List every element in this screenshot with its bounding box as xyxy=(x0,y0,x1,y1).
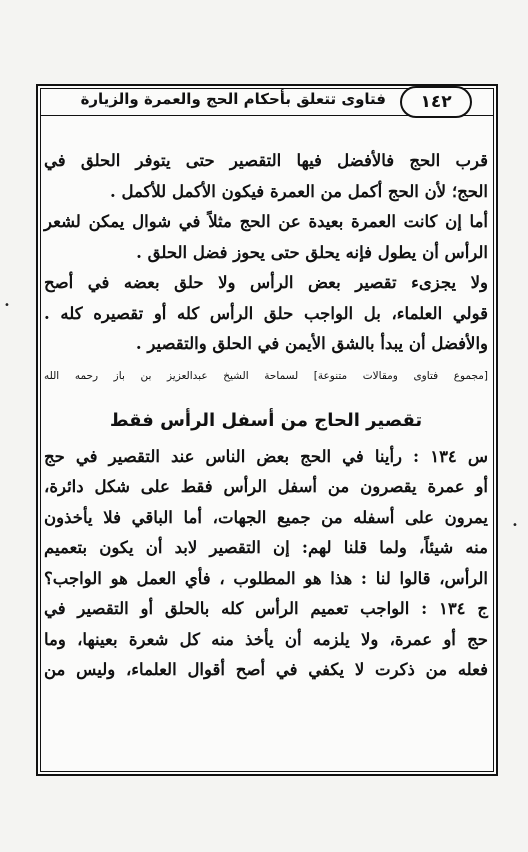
answer-line: حج أو عمرة، ولا يلزمه أن يأخذ منه كل شعرة بعينها، وما xyxy=(44,629,488,649)
answer-line: فعله من ذكرت لا يكفي في أصح أقوال العلماء، وليس من xyxy=(44,660,488,679)
page-body xyxy=(44,146,488,686)
text-line: والأفضل أن يبدأ بالشق الأيمن في الحلق والتقصير . xyxy=(135,334,488,353)
question-line: س ١٣٤ : رأينا في الحج بعض الناس عند التقصير في حج xyxy=(44,446,488,466)
margin-mark: • xyxy=(4,300,10,311)
text-line: الحج؛ لأن الحج أكمل من العمرة فيكون الأكمل للأكمل . xyxy=(109,181,488,201)
text-line: ولا يجزىء تقصير بعض الرأس ولا حلق بعضه في أصح xyxy=(44,273,488,292)
text-line: قرب الحج فالأفضل فيها التقصير حتى يتوفر الحلق في xyxy=(44,151,488,170)
page-number: ١٤٢ xyxy=(400,86,472,118)
text-line: قولي العلماء، بل الواجب حلق الرأس كله أو تقصيره كله . xyxy=(44,303,488,323)
question-line: الرأس، قالوا لنا : هذا هو المطلوب ، فأي العمل هو الواجب؟ xyxy=(44,568,488,588)
answer-line: ج ١٣٤ : الواجب تعميم الرأس كله بالحلق أو التقصير في xyxy=(44,599,488,618)
source-citation: [مجموع فتاوى ومقالات متنوعة] لسماحة الشيخ عبدالعزيز بن باز رحمه الله xyxy=(44,369,488,382)
text-line: الرأس أن يطول فإنه يحلق حتى يحوز فضل الحلق . xyxy=(136,242,488,262)
running-head-title: فتاوى تتعلق بأحكام الحج والعمرة والزيارة xyxy=(80,90,386,108)
running-head xyxy=(40,86,494,128)
text-line: أما إن كانت العمرة بعيدة عن الحج مثلاً في شوال يمكن لشعر xyxy=(44,212,488,231)
question-line: منه شيئاً، ولما قلنا لهم: إن التقصير لابد أن يكون بتعميم xyxy=(44,538,488,557)
margin-mark: • xyxy=(512,520,518,531)
section-heading: تقصير الحاج من أسفل الرأس فقط xyxy=(109,409,423,431)
question-line: أو عمرة يقصرون من أسفل الرأس فقط على شكل دائرة، xyxy=(44,477,488,496)
question-line: يمرون على أسفله من جميع الجهات، أما الباقي فلا يأخذون xyxy=(44,507,488,527)
